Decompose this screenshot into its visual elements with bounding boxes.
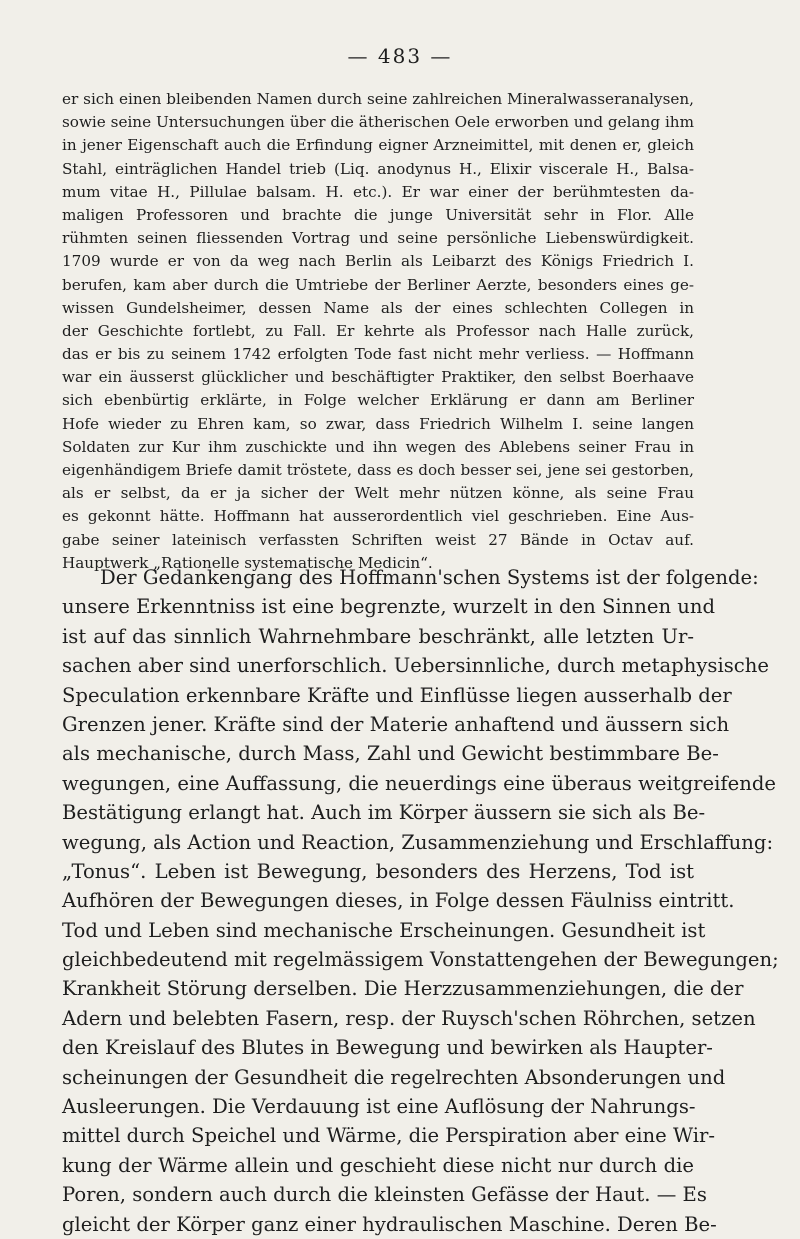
text-line: wegung, als Action und Reaction, Zusammenziehung und Erschlaffung: — [62, 830, 774, 854]
text-line: wegungen, eine Auffassung, die neuerdings eine überaus weitgreifende — [62, 771, 776, 795]
text-line: es gekonnt hätte. Hoffmann hat ausserordentlich viel geschrieben. Eine Aus- — [62, 507, 694, 526]
text-line: Poren, sondern auch durch die kleinsten Gefässe der Haut. — Es — [62, 1183, 707, 1207]
text-line: Tod und Leben sind mechanische Erscheinungen. Gesundheit ist — [62, 918, 706, 942]
text-line: in jener Eigenschaft auch die Erfindung eigner Arzneimittel, mit denen er, gleich — [62, 136, 694, 155]
page-number: — 483 — — [347, 44, 453, 68]
text-line: Soldaten zur Kur ihm zuschickte und ihn wegen des Ablebens seiner Frau in — [62, 437, 694, 456]
text-line: Der Gedankengang des Hoffmann'schen Systems ist der folgende: — [100, 566, 759, 589]
text-line: den Kreislauf des Blutes in Bewegung und bewirken als Haupter- — [62, 1036, 713, 1060]
text-line: sachen aber sind unerforschlich. Uebersinnliche, durch metaphysische — [62, 654, 769, 678]
text-line: Krankheit Störung derselben. Die Herzzusammenziehungen, die der — [62, 977, 744, 1001]
text-line: 1709 wurde er von da weg nach Berlin als Leibarzt des Königs Friedrich I. — [62, 252, 694, 271]
text-line: ist auf das sinnlich Wahrnehmbare beschränkt, alle letzten Ur- — [62, 624, 694, 648]
main-paragraph — [62, 563, 779, 1239]
text-line: unsere Erkenntniss ist eine begrenzte, wurzelt in den Sinnen und — [62, 595, 716, 619]
text-line: wissen Gundelsheimer, dessen Name als der eines schlechten Collegen in — [62, 298, 694, 317]
text-line: eigenhändigem Briefe damit tröstete, dass es doch besser sei, jene sei gestorben, — [62, 461, 694, 479]
text-line: berufen, kam aber durch die Umtriebe der Berliner Aerzte, besonders eines ge- — [62, 275, 694, 294]
text-line: Stahl, einträglichen Handel trieb (Liq. anodynus H., Elixir viscerale H., Balsa- — [62, 159, 694, 178]
text-line: kung der Wärme allein und geschieht diese nicht nur durch die — [62, 1153, 694, 1177]
text-line: mum vitae H., Pillulae balsam. H. etc.). Er war einer der berühmtesten da- — [62, 182, 694, 201]
text-line: er sich einen bleibenden Namen durch seine zahlreichen Mineralwasseranalysen, — [62, 90, 694, 108]
text-line: gleicht der Körper ganz einer hydraulischen Maschine. Deren Be- — [62, 1212, 717, 1236]
text-line: Aufhören der Bewegungen dieses, in Folge dessen Fäulniss eintritt. — [62, 889, 735, 913]
text-line: Bestätigung erlangt hat. Auch im Körper äussern sie sich als Be- — [62, 801, 706, 825]
text-line: sich ebenbürtig erklärte, in Folge welcher Erklärung er dann am Berliner — [62, 391, 694, 410]
text-line: war ein äusserst glücklicher und beschäftigter Praktiker, den selbst Boerhaave — [62, 368, 694, 387]
text-line: Adern und belebten Fasern, resp. der Ruysch'schen Röhrchen, setzen — [62, 1006, 756, 1030]
text-line: der Geschichte fortlebt, zu Fall. Er kehrte als Professor nach Halle zurück, — [62, 321, 694, 340]
text-line: das er bis zu seinem 1742 erfolgten Tode fast nicht mehr verliess. — Hoffmann — [62, 345, 694, 364]
text-line: scheinungen der Gesundheit die regelrechten Absonderungen und — [62, 1065, 726, 1089]
text-line: gabe seiner lateinisch verfassten Schriften weist 27 Bände in Octav auf. — [62, 530, 694, 549]
text-line: als er selbst, da er ja sicher der Welt mehr nützen könne, als seine Frau — [62, 484, 694, 503]
text-line: rühmten seinen fliessenden Vortrag und seine persönliche Liebenswürdigkeit. — [62, 229, 694, 248]
footnote-paragraph — [62, 88, 694, 575]
text-line: maligen Professoren und brachte die junge Universität sehr in Flor. Alle — [62, 205, 694, 224]
text-line: mittel durch Speichel und Wärme, die Perspiration aber eine Wir- — [62, 1124, 716, 1148]
text-line: Ausleerungen. Die Verdauung ist eine Auflösung der Nahrungs- — [62, 1095, 696, 1119]
text-line: Grenzen jener. Kräfte sind der Materie anhaftend und äussern sich — [62, 712, 730, 736]
text-line: sowie seine Untersuchungen über die ätherischen Oele erworben und gelang ihm — [62, 113, 694, 132]
text-line: gleichbedeutend mit regelmässigem Vonstattengehen der Bewegungen; — [62, 948, 779, 972]
text-line: als mechanische, durch Mass, Zahl und Gewicht bestimmbare Be- — [62, 742, 719, 766]
text-line: Speculation erkennbare Kräfte und Einflüsse liegen ausserhalb der — [62, 683, 732, 707]
text-line: „Tonus“. Leben ist Bewegung, besonders des Herzens, Tod ist — [62, 859, 694, 883]
text-line: Hofe wieder zu Ehren kam, so zwar, dass Friedrich Wilhelm I. seine langen — [62, 414, 694, 433]
text-line: Hauptwerk „Rationelle systematische Medicin“. — [62, 553, 433, 572]
